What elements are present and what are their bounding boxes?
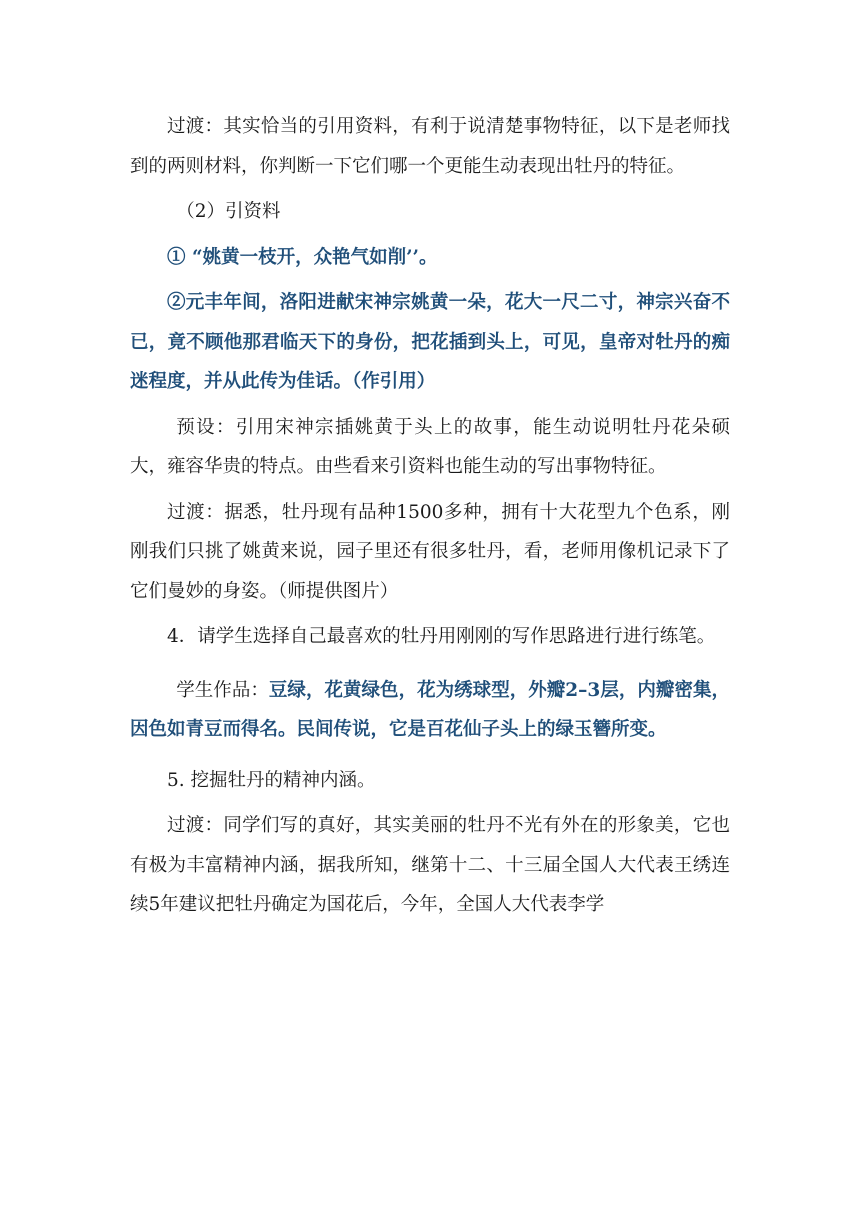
step-4-instruction: 4．请学生选择自己最喜欢的牡丹用刚刚的写作思路进行进行练笔。 [167, 626, 716, 647]
transition-paragraph-2: 过渡：据悉，牡丹现有品种1500多种，拥有十大花型九个色系，刚刚我们只挑了姚黄来说，园子里还有很多牡丹，看，老师用像机记录下了它们曼妙的身姿。（师提供图片） [130, 501, 730, 602]
step-5-instruction: 5. 挖掘牡丹的精神内涵。 [167, 769, 376, 791]
transition-paragraph-3: 过渡：同学们写的真好，其实美丽的牡丹不光有外在的形象美，它也有极为丰富精神内涵，据我所知，继第十二、十三届全国人大代表王绣连续5年建议把牡丹确定为国花后，今年，全国人大代表李学 [130, 815, 730, 915]
student-work [130, 671, 730, 750]
document-page [130, 107, 730, 925]
transition-paragraph-1: 过渡：其实恰当的引用资料，有利于说清楚事物特征，以下是老师找到的两则材料，你判断一下它们哪一个更能生动表现出牡丹的特征。 [130, 116, 730, 177]
preset-answer: 预设：引用宋神宗插姚黄于头上的故事，能生动说明牡丹花朵硕大，雍容华贵的特点。由些看来引资料也能生动的写出事物特征。 [130, 416, 730, 477]
section-heading-quote-materials: （2）引资料 [176, 201, 281, 222]
student-work-text: 豆绿，花黄绿色，花为绣球型，外瓣2–3层，内瓣密集，因色如青豆而得名。民间传说，它是百花仙子头上的绿玉簪所变。 [130, 679, 730, 740]
student-work-label: 学生作品： [176, 679, 269, 701]
material-1: ① “姚黄一枝开，众艳气如削’’。 [167, 246, 438, 268]
material-2: ②元丰年间，洛阳进献宋神宗姚黄一朵，花大一尺二寸，神宗兴奋不已，竟不顾他那君临天下的身份，把花插到头上，可见，皇帝对牡丹的痴迷程度，并从此传为佳话。（作引用） [130, 292, 730, 392]
